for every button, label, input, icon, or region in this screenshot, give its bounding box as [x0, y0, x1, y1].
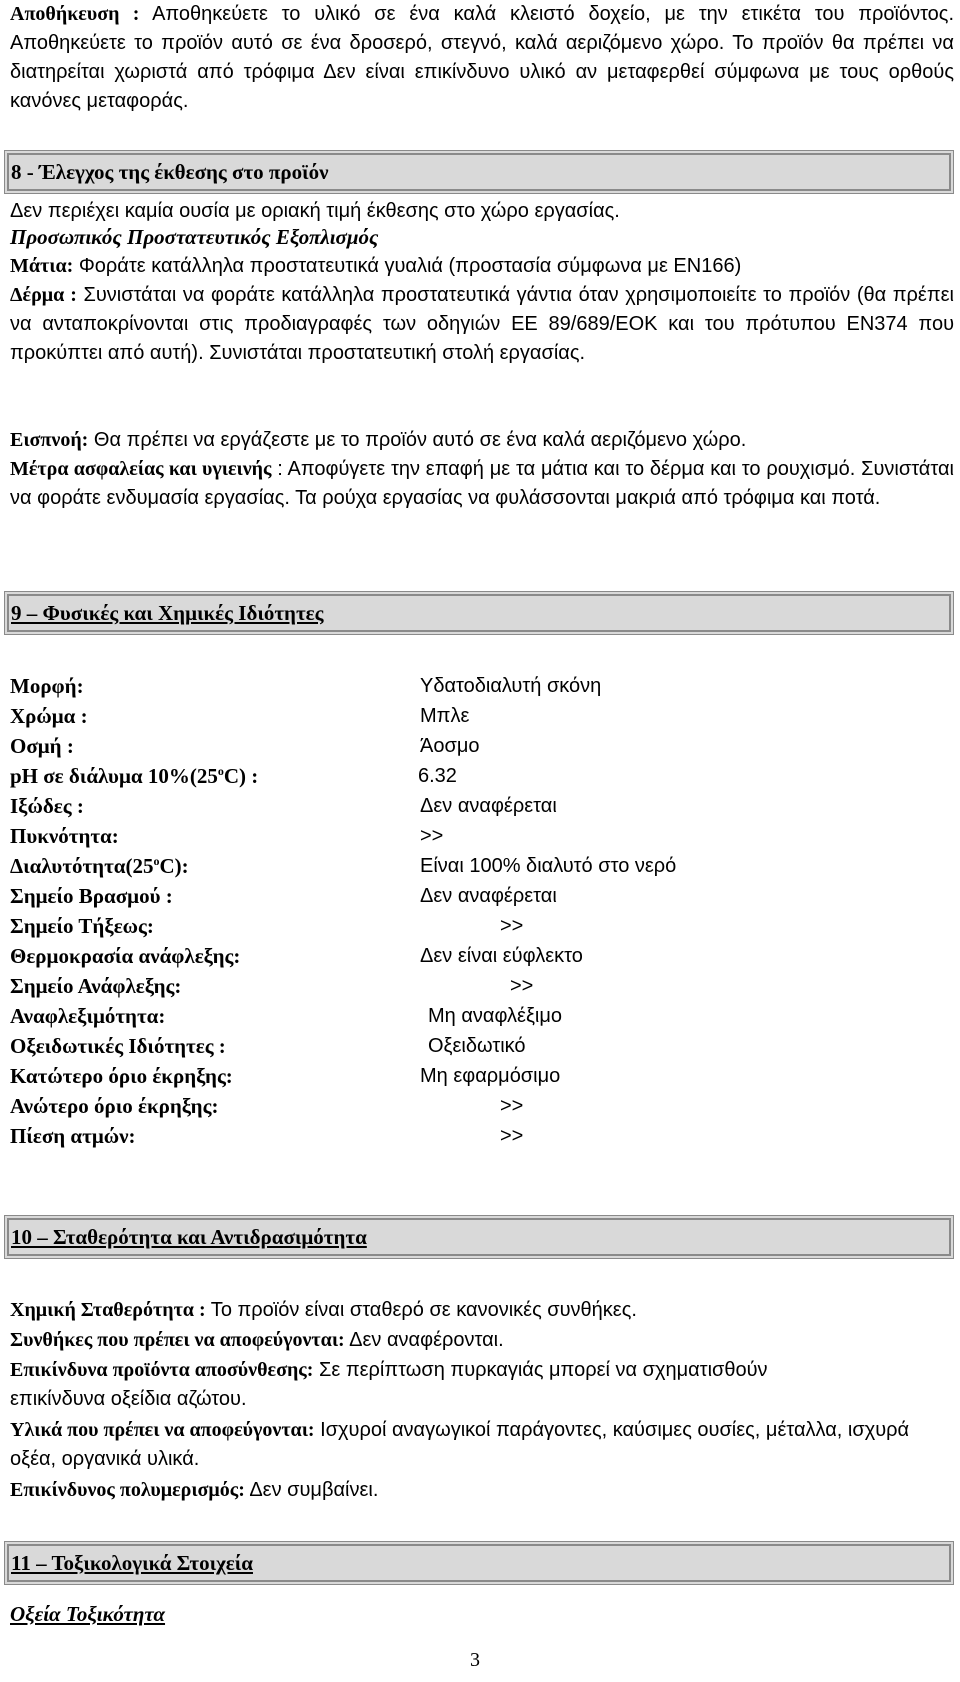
property-row: [10, 822, 950, 851]
materials-paragraph: [10, 1416, 945, 1474]
page-number: 3: [470, 1649, 480, 1671]
section-11-header: [4, 1541, 954, 1585]
property-value: Υδατοδιαλυτή σκόνη: [420, 675, 602, 697]
avoid-conditions-line: [10, 1326, 954, 1355]
section-10-title: 10 – Σταθερότητα και Αντιδρασιμότητα: [11, 1225, 367, 1249]
property-row: [10, 912, 950, 941]
eyes-line: [10, 252, 954, 281]
property-label: Πυκνότητα:: [10, 824, 119, 848]
eyes-label: Μάτια:: [10, 255, 74, 277]
property-value: Μη εφαρμόσιμο: [420, 1065, 561, 1087]
property-label: Πίεση ατμών:: [10, 1124, 136, 1148]
polymerization-label: Επικίνδυνος πολυμερισμός:: [10, 1479, 245, 1501]
property-value: >>: [420, 825, 444, 847]
inhalation-text: Θα πρέπει να εργάζεστε με το προϊόν αυτό σε ένα καλά αεριζόμενο χώρο.: [88, 429, 747, 451]
storage-paragraph: [10, 0, 954, 116]
property-row: [10, 882, 950, 911]
property-label: Σημείο Βρασμού :: [10, 884, 173, 908]
property-row: [10, 852, 950, 881]
property-label: $\Delta\iota\alpha\lambda\upsilon\tau ό\tau\eta\tau\alpha(25^oC)$:: [10, 854, 189, 878]
property-row: [10, 1122, 950, 1151]
property-value: Οξειδωτικό: [428, 1035, 526, 1057]
storage-label: Αποθήκευση :: [10, 3, 140, 25]
decomposition-label: Επικίνδυνα προϊόντα αποσύνθεσης:: [10, 1359, 314, 1381]
decomposition-paragraph: [10, 1356, 830, 1414]
property-row: [10, 732, 950, 761]
stability-line: [10, 1296, 954, 1325]
property-label: Κατώτερο όριο έκρηξης:: [10, 1064, 233, 1088]
property-row: [10, 1062, 950, 1091]
inhalation-label: Εισπνοή:: [10, 429, 89, 451]
polymerization-text: Δεν συμβαίνει.: [244, 1479, 379, 1501]
section-9-title: 9 – Φυσικές και Χημικές Ιδιότητες: [11, 601, 324, 625]
property-value: Άοσμο: [420, 735, 480, 757]
storage-text: Αποθηκεύετε το υλικό σε ένα καλά κλειστό δοχείο, με την ετικέτα του προϊόντος. Αποθηκεύετε το προϊόν αυτό σε ένα δροσερό, στεγνό, καλά αεριζόμενο χώρο. Το προϊόν θα πρέπει να διατηρείται χωριστά από τρόφιμα Δεν είναι επικίνδυνο υλικό αν μεταφερθεί σύμφωνα με τους ορθούς κανόνες μεταφοράς.: [10, 3, 955, 112]
property-label: Ανώτερο όριο έκρηξης:: [10, 1094, 219, 1118]
section-10-header: [4, 1215, 954, 1259]
section-9-header: [4, 591, 954, 635]
property-value: >>: [510, 975, 534, 997]
materials-text: Ισχυροί αναγωγικοί παράγοντες, καύσιμες ουσίες, μέταλλα, ισχυρά οξέα, οργανικά υλικά.: [10, 1419, 910, 1470]
property-label: Σημείο Ανάφλεξης:: [10, 974, 182, 998]
avoid-conditions-label: Συνθήκες που πρέπει να αποφεύγονται:: [10, 1329, 345, 1351]
property-label: Μορφή:: [10, 674, 84, 698]
property-label: Αναφλεξιμότητα:: [10, 1004, 166, 1028]
property-value: Δεν αναφέρεται: [420, 885, 557, 907]
property-label: Οξειδωτικές Ιδιότητες :: [10, 1034, 226, 1058]
ppe-title: Προσωπικός Προστατευτικός Εξοπλισμός: [10, 225, 379, 249]
hygiene-text: : Αποφύγετε την επαφή με τα μάτια και το δέρμα και το ρουχισμό. Συνιστάται να φοράτε ενδυμασία εργασίας. Τα ρούχα εργασίας να φυλάσσονται μακριά από τρόφιμα και ποτά.: [10, 458, 954, 509]
property-value: >>: [500, 915, 524, 937]
avoid-conditions-text: Δεν αναφέρονται.: [344, 1329, 504, 1351]
property-value: 6.32: [418, 765, 457, 787]
eyes-text: Φοράτε κατάλληλα προστατευτικά γυαλιά (προστασία σύμφωνα με EN166): [73, 255, 742, 277]
property-label: Ιξώδες :: [10, 794, 84, 818]
polymerization-line: [10, 1476, 954, 1505]
property-label: Οσμή :: [10, 734, 74, 758]
inhalation-line: [10, 426, 954, 455]
skin-label: Δέρμα :: [10, 284, 77, 306]
property-label: pH σε διάλυμα $10\%(25^oC)$ :: [10, 764, 259, 788]
property-value: >>: [500, 1095, 524, 1117]
property-value: Μη αναφλέξιμο: [428, 1005, 563, 1027]
property-row: [10, 702, 950, 731]
skin-text: Συνιστάται να φοράτε κατάλληλα προστατευτικά γάντια όταν χρησιμοποιείτε το προϊόν (θα πρέπει να ανταποκρίνονται στις προδιαγραφές των οδηγιών ΕΕ 89/689/ΕΟΚ και του πρότυπου ΕΝ374 που προκύπτει από αυτή). Συνιστάται προστατευτική στολή εργασίας.: [10, 284, 954, 364]
section-8-title: 8 - Έλεγχος της έκθεσης στο προϊόν: [11, 160, 329, 184]
stability-text: Το προϊόν είναι σταθερό σε κανονικές συνθήκες.: [205, 1299, 637, 1321]
property-value: Δεν είναι εύφλεκτο: [420, 945, 583, 967]
property-row: [10, 792, 950, 821]
decomposition-text: Σε περίπτωση πυρκαγιάς μπορεί να σχηματισθούν επικίνδυνα οξείδια αζώτου.: [10, 1359, 768, 1410]
property-label: Θερμοκρασία ανάφλεξης:: [10, 944, 241, 968]
property-row: [10, 762, 950, 791]
property-row: [10, 1032, 950, 1061]
property-row: [10, 1002, 950, 1031]
property-row: [10, 672, 950, 701]
section-11-title: 11 – Τοξικολογικά Στοιχεία: [11, 1551, 253, 1575]
property-value: Είναι 100% διαλυτό στο νερό: [420, 855, 677, 877]
section-8-no-limit: Δεν περιέχει καμία ουσία με οριακή τιμή έκθεσης στο χώρο εργασίας.: [10, 200, 620, 222]
stability-label: Χημική Σταθερότητα :: [10, 1299, 206, 1321]
skin-paragraph: [10, 281, 954, 368]
property-value: Μπλε: [420, 705, 470, 727]
hygiene-paragraph: [10, 455, 954, 513]
property-label: Χρώμα :: [10, 704, 88, 728]
acute-toxicity-heading: Οξεία Τοξικότητα: [10, 1602, 166, 1626]
property-label: Σημείο Τήξεως:: [10, 914, 154, 938]
property-row: [10, 1092, 950, 1121]
materials-label: Υλικά που πρέπει να αποφεύγονται:: [10, 1419, 315, 1441]
property-row: [10, 942, 950, 971]
hygiene-label: Μέτρα ασφαλείας και υγιεινής: [10, 458, 272, 480]
property-row: [10, 972, 950, 1001]
section-8-header: [4, 150, 954, 194]
property-value: Δεν αναφέρεται: [420, 795, 557, 817]
property-value: >>: [500, 1125, 524, 1147]
